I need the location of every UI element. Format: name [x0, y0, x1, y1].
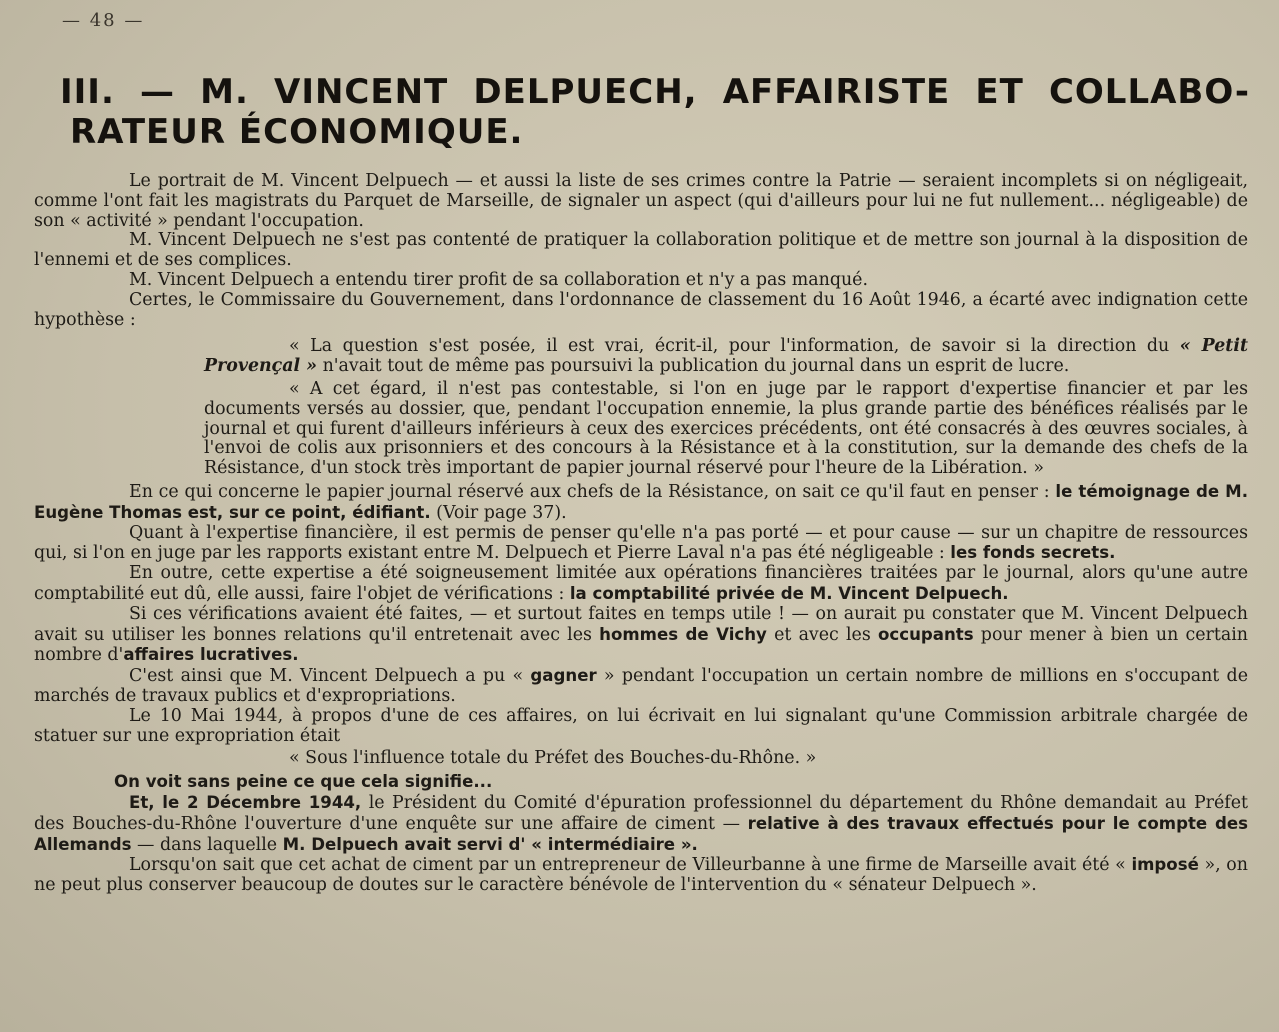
paragraph-text: Si ces vérifications avaient été faites, — et surtout faites en temps utile ! — on aurait pu constater que M. Vincent Delpuech avait su utiliser les bonnes relations qu'il entretenait avec les: [34, 603, 1248, 645]
quote-text: « La question s'est posée, il est vrai, écrit-il, pour l'information, de savoir si la direction du: [289, 336, 1180, 357]
bold-text: le témoignage de M. Eugène Thomas est, sur ce point, édifiant.: [34, 481, 1248, 522]
bold-text: affaires lucratives.: [123, 645, 299, 665]
paragraph-text: C'est ainsi que M. Vincent Delpuech a pu «: [129, 666, 531, 687]
quote-paragraph: « Sous l'influence totale du Préfet des Bouches-du-Rhône. »: [289, 748, 817, 769]
paragraph-text: — dans laquelle: [131, 834, 283, 855]
paragraph: [34, 772, 1248, 793]
quote-paragraph: « A cet égard, il n'est pas contestable, si l'on en juge par le rapport d'expertise financier et par les documents versés au dossier, que, pendant l'occupation ennemie, la plus grande partie des bénéfices réalisés par le journal et qui furent d'ailleurs inférieurs à ceux des exercices précédents, ont été consacrés à des œuvres sociales, à l'envoi de colis aux prisonniers et des concours à la Résistance et à la constitution, sur la demande des chefs de la Résistance, d'un stock très important de papier journal réservé pour l'heure de la Libération. »: [204, 378, 1248, 479]
paragraph: Le 10 Mai 1944, à propos d'une de ces affaires, on lui écrivait en lui signalant qu'une Commission arbitrale chargée de statuer sur une expropriation était: [34, 705, 1248, 746]
heading-line-2: RATEUR ÉCONOMIQUE.: [70, 112, 524, 152]
bold-text: la comptabilité privée de M. Vincent Delpuech.: [569, 583, 1009, 603]
paragraph-text: le Président du Comité d'épuration professionnel du département du Rhône demandait au Préfet des Bouches-du-Rhône l'ouverture d'une enquête sur une affaire de ciment —: [34, 792, 1248, 834]
bold-text: occupants: [878, 624, 974, 644]
paragraph-text: En ce qui concerne le papier journal réservé aux chefs de la Résistance, on sait ce qu'il faut en penser :: [129, 481, 1056, 502]
paragraph: M. Vincent Delpuech ne s'est pas contenté de pratiquer la collaboration politique et de mettre son journal à la disposition de l'ennemi et de ses complices.: [34, 230, 1248, 271]
paragraph-text: pour mener à bien un certain nombre d': [34, 624, 1248, 666]
paragraph-text: Lorsqu'on sait que cet achat de ciment par un entrepreneur de Villeurbanne à une firme de Marseille avait été «: [129, 855, 1132, 876]
heading-line-1: III. — M. VINCENT DELPUECH, AFFAIRISTE ET COLLABO-: [60, 72, 1250, 112]
bold-text: Et, le 2 Décembre 1944,: [129, 792, 362, 812]
paragraph-text: (Voir page 37).: [430, 502, 567, 523]
paragraph: [34, 482, 1248, 524]
bold-text: M. Delpuech avait servi d' « intermédiaire ».: [282, 834, 698, 854]
paragraph-text: et avec les: [766, 624, 878, 645]
paragraph-text: En outre, cette expertise a été soigneusement limitée aux opérations financières traitées par le journal, alors qu'une autre comptabilité eut dû, elle aussi, faire l'objet de vérifications :: [34, 563, 1248, 604]
paragraph: [34, 855, 1248, 896]
paragraph: [34, 605, 1248, 666]
page-number: — 48 —: [62, 10, 145, 31]
bold-text: gagner: [530, 666, 597, 686]
bold-text: les fonds secrets.: [950, 543, 1116, 563]
body-text: [34, 172, 1248, 896]
bold-text: hommes de Vichy: [599, 624, 767, 644]
paragraph: [34, 666, 1248, 707]
bold-text: relative à des travaux effectués pour le compte des Allemands: [34, 813, 1248, 854]
paragraph: M. Vincent Delpuech a entendu tirer profit de sa collaboration et n'y a pas manqué.: [129, 269, 868, 290]
paragraph-text: » pendant l'occupation un certain nombre de millions en s'occupant de marchés de travaux publics et d'expropriations.: [34, 666, 1248, 706]
paragraph: [34, 564, 1248, 605]
paragraph: [34, 524, 1248, 565]
quote-text: n'avait tout de même pas poursuivi la publication du journal dans un esprit de lucre.: [317, 356, 1070, 377]
bold-text: imposé: [1131, 855, 1199, 875]
paragraph: Le portrait de M. Vincent Delpuech — et aussi la liste de ses crimes contre la Patrie — seraient incomplets si on négligeait, comme l'ont fait les magistrats du Parquet de Marseille, de signaler un aspect (qui d'ailleurs pour lui ne fut nullement... négligeable) de son « activité » pendant l'occupation.: [34, 171, 1248, 231]
bold-text: On voit sans peine ce que cela signifie...: [114, 772, 493, 792]
paragraph-text: », on ne peut plus conserver beaucoup de doutes sur le caractère bénévole de l'intervention du « sénateur Delpuech ».: [34, 855, 1248, 896]
paragraph: Certes, le Commissaire du Gouvernement, dans l'ordonnance de classement du 16 Août 1946, a écarté avec indignation cette hypothèse :: [34, 289, 1248, 330]
quote-paragraph: [204, 337, 1248, 377]
paragraph-text: Quant à l'expertise financière, il est permis de penser qu'elle n'a pas porté — et pour cause — sur un chapitre de ressources qui, si l'on en juge par les rapports existant entre M. Delpuech et Pierre Laval n'a pas été négligeable :: [34, 522, 1248, 564]
section-heading: [60, 72, 1250, 152]
paragraph: [34, 793, 1248, 855]
newspaper-title: « Petit Provençal »: [204, 336, 1248, 377]
